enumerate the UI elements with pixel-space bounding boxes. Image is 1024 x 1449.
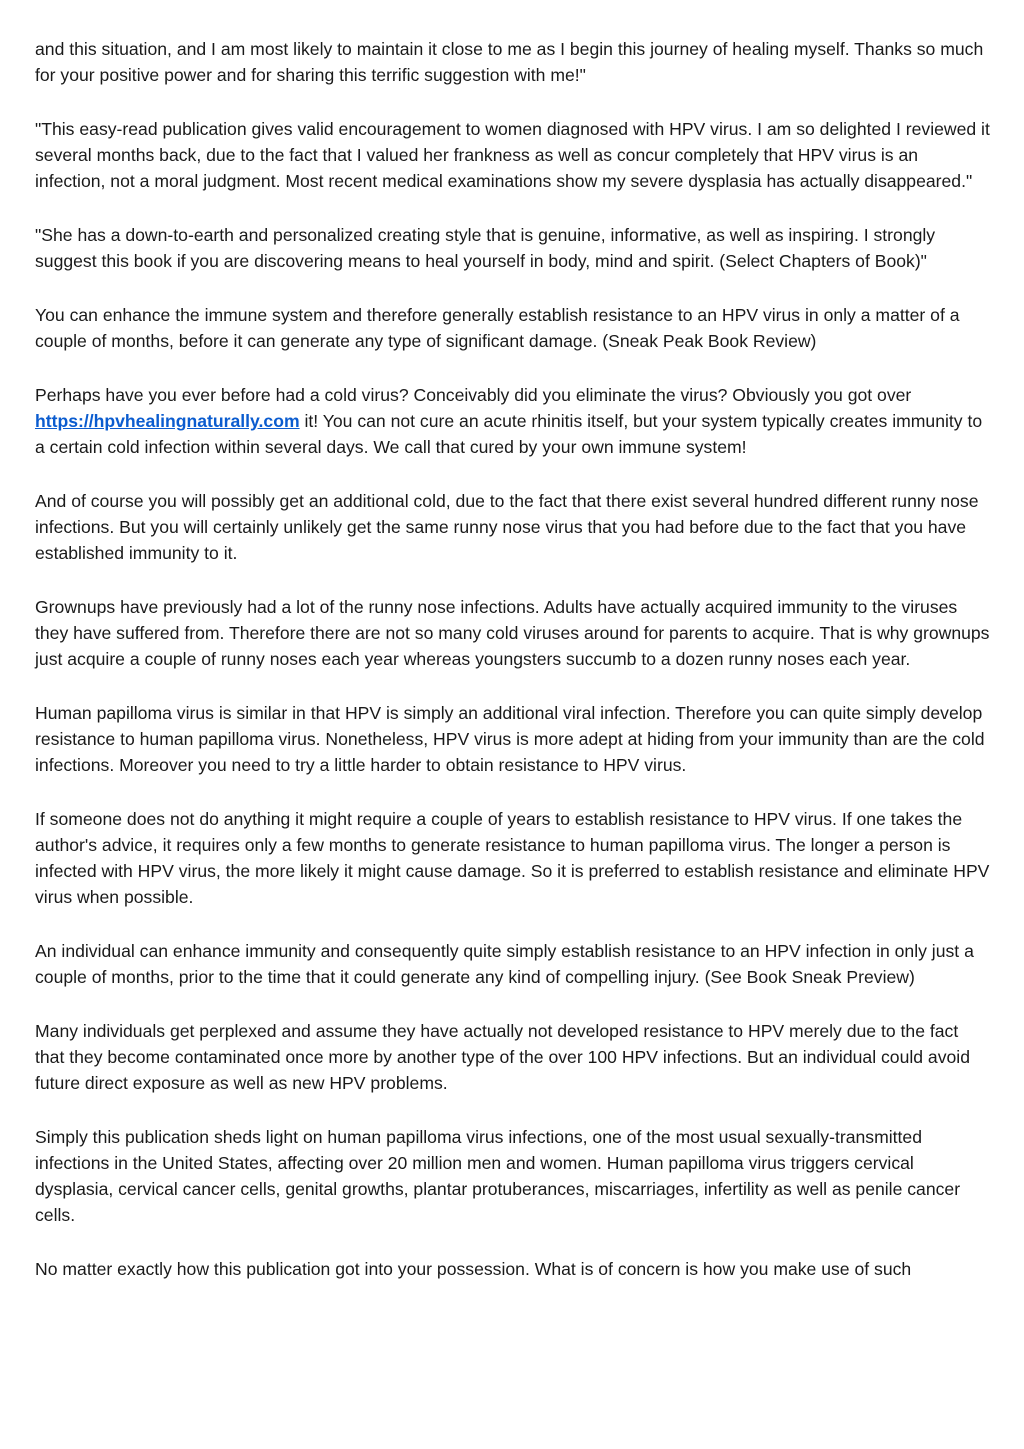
paragraph-5-after: it! You can not cure an acute rhinitis itself, but your system typically creates immunity to a certain cold infection within several days. We call that cured by your own immune system!: [35, 411, 983, 457]
paragraph-11: Many individuals get perplexed and assume they have actually not developed resistance to HPV merely due to the fact that they become contaminated once more by another type of the over 100 HPV infections. But an individual could avoid future direct exposure as well as new HPV problems.: [35, 1021, 970, 1093]
paragraph-5-before: Perhaps have you ever before had a cold virus? Conceivably did you eliminate the virus? Obviously you got over: [35, 385, 912, 405]
paragraph-4: You can enhance the immune system and therefore generally establish resistance to an HPV virus in only a matter of a couple of months, before it can generate any type of significant damage. (Sneak Peak Book Review): [35, 305, 960, 351]
paragraph-3: "She has a down-to-earth and personalized creating style that is genuine, informative, as well as inspiring. I strongly suggest this book if you are discovering means to heal yourself in body, mind and spirit. (Select Chapters of Book)": [35, 225, 936, 271]
paragraph-1: and this situation, and I am most likely to maintain it close to me as I begin this journey of healing myself. Thanks so much for your positive power and for sharing this terrific suggestion with me!": [35, 39, 984, 85]
paragraph-13: No matter exactly how this publication got into your possession. What is of concern is how you make use of such: [35, 1259, 912, 1279]
paragraph-9: If someone does not do anything it might require a couple of years to establish resistance to HPV virus. If one takes the author's advice, it requires only a few months to generate resistance to human papilloma virus. The longer a person is infected with HPV virus, the more likely it might cause damage. So it is preferred to establish resistance and eliminate HPV virus when possible.: [35, 809, 990, 907]
paragraph-8: Human papilloma virus is similar in that HPV is simply an additional viral infection. Therefore you can quite simply develop resistance to human papilloma virus. Nonetheless, HPV virus is more adept at hiding from your immunity than are the cold infections. Moreover you need to try a little harder to obtain resistance to HPV virus.: [35, 703, 985, 775]
hpv-healing-link[interactable]: https://hpvhealingnaturally.com: [35, 411, 300, 431]
document-body: [35, 36, 990, 1282]
paragraph-12: Simply this publication sheds light on human papilloma virus infections, one of the most usual sexually-transmitted infections in the United States, affecting over 20 million men and women. Human papilloma virus triggers cervical dysplasia, cervical cancer cells, genital growths, plantar protuberances, miscarriages, infertility as well as penile cancer cells.: [35, 1127, 961, 1225]
paragraph-6: And of course you will possibly get an additional cold, due to the fact that there exist several hundred different runny nose infections. But you will certainly unlikely get the same runny nose virus that you had before due to the fact that you have established immunity to it.: [35, 491, 979, 563]
paragraph-2: "This easy-read publication gives valid encouragement to women diagnosed with HPV virus. I am so delighted I reviewed it several months back, due to the fact that I valued her frankness as well as concur completely that HPV virus is an infection, not a moral judgment. Most recent medical examinations show my severe dysplasia has actually disappeared.": [35, 119, 990, 191]
paragraph-5: [35, 382, 990, 460]
paragraph-10: An individual can enhance immunity and consequently quite simply establish resistance to an HPV infection in only just a couple of months, prior to the time that it could generate any kind of compelling injury. (See Book Sneak Preview): [35, 941, 974, 987]
paragraph-7: Grownups have previously had a lot of the runny nose infections. Adults have actually acquired immunity to the viruses they have suffered from. Therefore there are not so many cold viruses around for parents to acquire. That is why grownups just acquire a couple of runny noses each year whereas youngsters succumb to a dozen runny noses each year.: [35, 597, 990, 669]
